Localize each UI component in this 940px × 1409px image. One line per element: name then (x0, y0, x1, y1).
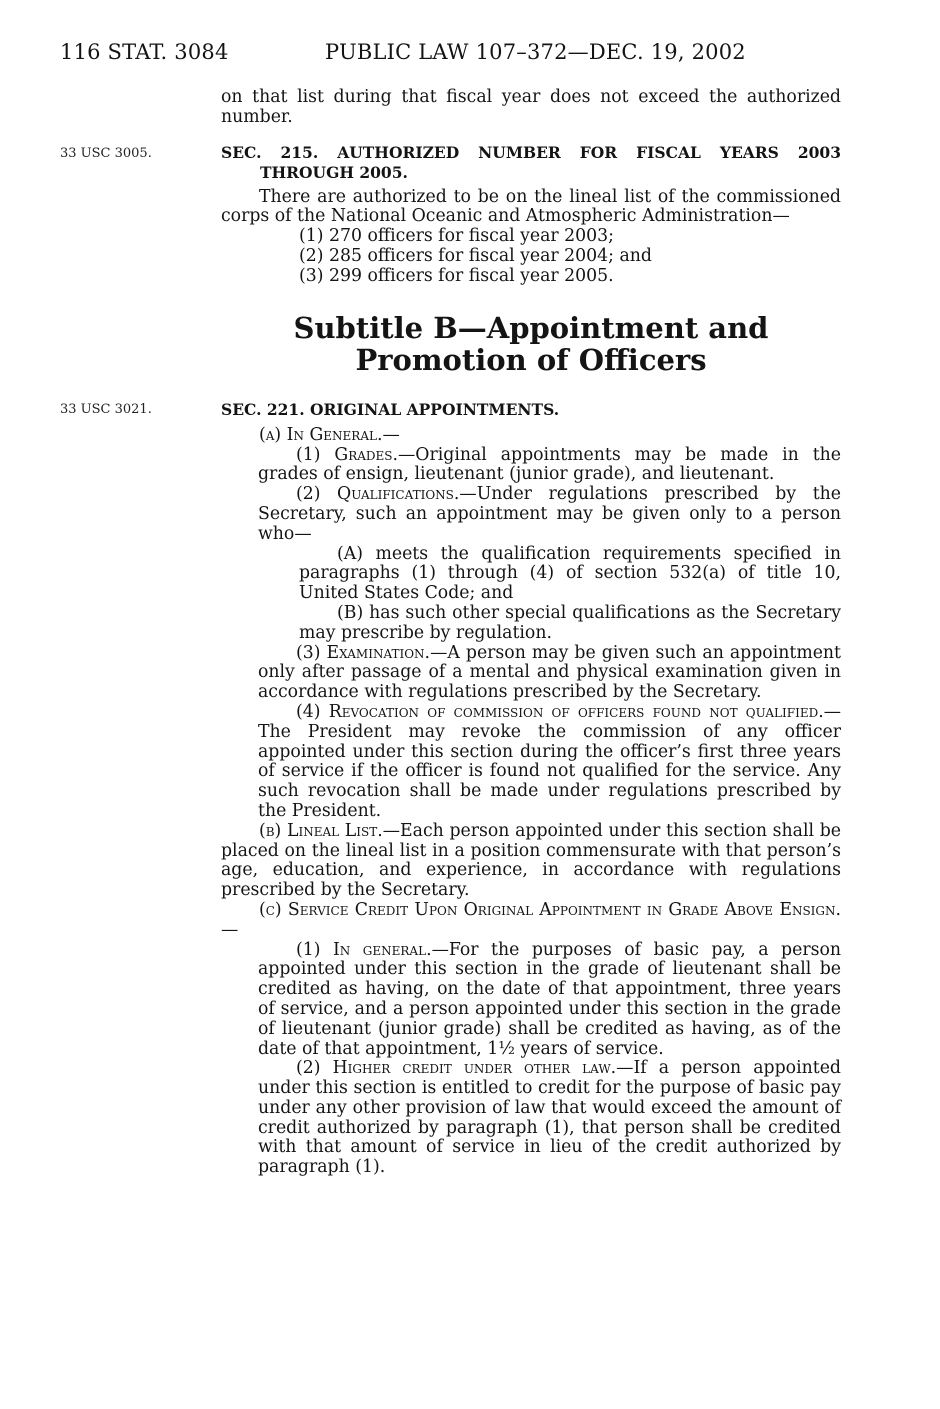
stat-page-number: 116 STAT. 3084 (60, 40, 229, 64)
paragraph-text: —A person may be given such an appointment only after passage of a mental and physical examination given in accordance with regulations prescribed by the Secretary. (258, 642, 842, 703)
subparagraph-a2B: (B) has such other special qualifications as the Secretary may prescribe by regulation. (299, 602, 841, 643)
subsection-c-heading (221, 901, 841, 941)
paragraph-text: —If a person appointed under this section is entitled to credit for the purpose of basic pay under any other provision of law that would exceed the amount of credit authorized by paragraph (1), that person shall be credited with that amount of service in lieu of the credit authorized by paragraph (1). (258, 1058, 841, 1178)
subsection-a-heading: (a) In General.— (259, 424, 400, 445)
paragraph-a2 (221, 485, 841, 544)
list-item: (1) 270 officers for fiscal year 2003; (299, 226, 614, 247)
paragraph-a1 (221, 446, 841, 486)
paragraph-text: —Under regulations prescribed by the Secretary, such an appointment may be given only to a person who— (258, 484, 841, 544)
paragraph-label: (3) Examination. (296, 642, 431, 663)
paragraph-text: —The President may revoke the commission of any officer appointed under this section during the officer’s first three years of service if the officer is found not qualified for the service. Any such revocation shall be made under regulations prescribed by the President. (258, 701, 841, 821)
subparagraph-a2A: (A) meets the qualification requirements specified in paragraphs (1) through (4) of section 532(a) of title 10, United States Code; and (299, 543, 841, 604)
paragraph-label: (1) Grades. (296, 444, 399, 465)
paragraph-label: (b) Lineal List. (259, 820, 383, 841)
paragraph-label: (2) Qualifications. (296, 484, 460, 505)
paragraph-text: —Each person appointed under this section shall be placed on the lineal list in a position commensurate with that person’s age, education, and experience, in accordance with regulations prescribed by the Secretary. (221, 820, 841, 901)
continuation-paragraph: on that list during that fiscal year does not exceed the authorized number. (221, 87, 841, 127)
paragraph-c2 (221, 1059, 841, 1178)
paragraph-c1 (221, 941, 841, 1060)
margin-note-sec221: 33 USC 3021. (60, 402, 152, 417)
paragraph-text: —Original appointments may be made in the grades of ensign, lieutenant (junior grade), and lieutenant. (258, 444, 842, 485)
section-heading: SEC. 221. ORIGINAL APPOINTMENTS. (221, 400, 560, 419)
paragraph-label: (c) Service Credit Upon Original Appointment in Grade Above Ensign. (259, 899, 841, 920)
paragraph-a4 (221, 703, 841, 822)
subtitle-heading: Subtitle B—Appointment and Promotion of Officers (293, 311, 769, 377)
paragraph-label: (4) Revocation of commission of officers found not qualified. (296, 701, 824, 722)
paragraph-label: (2) Higher credit under other law. (296, 1058, 617, 1079)
subsection-b (221, 822, 841, 901)
margin-note-sec215: 33 USC 3005. (60, 146, 152, 161)
list-item: (3) 299 officers for fiscal year 2005. (299, 265, 614, 286)
paragraph-label: (1) In general. (296, 939, 432, 960)
section-215 (221, 143, 841, 287)
continuation-text (221, 88, 841, 128)
paragraph-text: —For the purposes of basic pay, a person appointed under this section in the grade of lieutenant shall be credited as having, on the date of that appointment, three years of service, and a person appointed under this section in the grade of lieutenant (junior grade) shall be credited as having, as of the date of that appointment, 1½ years of service. (258, 939, 841, 1059)
public-law-title: PUBLIC LAW 107–372—DEC. 19, 2002 (325, 40, 746, 64)
paragraph-a3 (221, 644, 841, 703)
paragraph-text: — (221, 919, 239, 940)
section-intro: There are authorized to be on the lineal list of the commissioned corps of the National Oceanic and Atmospheric Administration— (221, 186, 841, 227)
section-221 (221, 400, 841, 1178)
section-heading: SEC. 215. AUTHORIZED NUMBER FOR FISCAL YEARS 2003 THROUGH 2005. (221, 143, 841, 182)
list-item: (2) 285 officers for fiscal year 2004; and (299, 245, 652, 266)
